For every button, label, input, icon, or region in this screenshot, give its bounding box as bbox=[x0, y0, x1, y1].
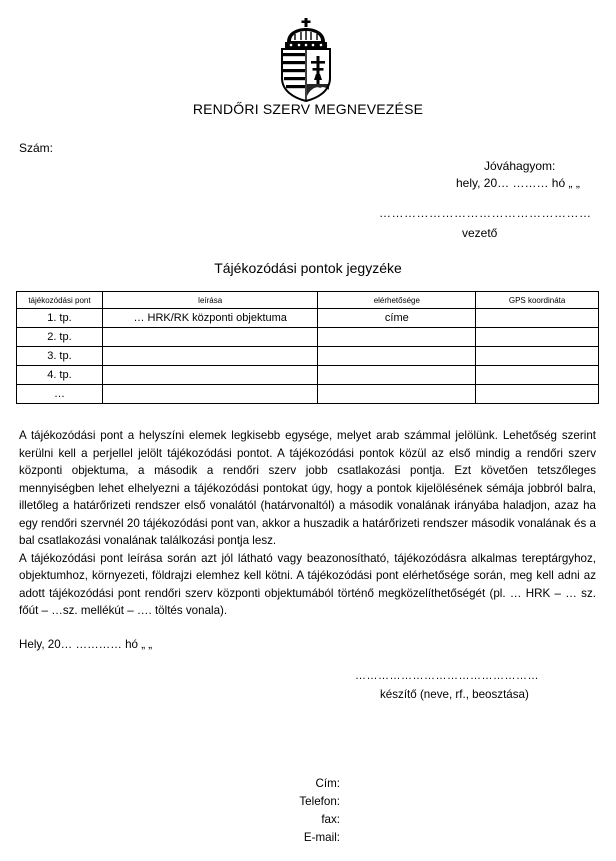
table-cell bbox=[476, 347, 599, 366]
table-cell bbox=[318, 366, 476, 385]
approval-label: Jóváhagyom: bbox=[484, 159, 556, 173]
table-cell: 2. tp. bbox=[17, 328, 103, 347]
approval-signature-line: …………………………………………… bbox=[379, 206, 592, 220]
table-cell: 3. tp. bbox=[17, 347, 103, 366]
coat-of-arms-crest bbox=[277, 18, 335, 102]
table-cell: 4. tp. bbox=[17, 366, 103, 385]
table-cell bbox=[318, 347, 476, 366]
number-label: Szám: bbox=[19, 141, 54, 155]
orientation-points-table bbox=[16, 291, 599, 404]
table-cell bbox=[318, 328, 476, 347]
table-cell: 1. tp. bbox=[17, 309, 103, 328]
table-row bbox=[17, 347, 599, 366]
table-row bbox=[17, 309, 599, 328]
table-row bbox=[17, 366, 599, 385]
column-header-description: leírása bbox=[102, 292, 318, 309]
contact-address-label: Cím: bbox=[315, 777, 340, 790]
table-row bbox=[17, 328, 599, 347]
table-cell bbox=[102, 366, 318, 385]
contact-phone-label: Telefon: bbox=[299, 795, 340, 808]
contact-email-label: E-mail: bbox=[303, 831, 340, 844]
table-cell bbox=[102, 347, 318, 366]
table-cell bbox=[476, 328, 599, 347]
document-title: Tájékozódási pontok jegyzéke bbox=[214, 260, 402, 276]
column-header-access: elérhetősége bbox=[318, 292, 476, 309]
table-cell bbox=[318, 385, 476, 404]
organization-name: RENDŐRI SZERV MEGNEVEZÉSE bbox=[192, 101, 424, 117]
body-text bbox=[19, 427, 596, 620]
table-cell bbox=[476, 366, 599, 385]
body-paragraph-1: A tájékozódási pont a helyszíni elemek legkisebb egysége, melyet arab számmal jelölünk. Lehetőség szerint kerülni kell a perjellel jelölt tájékozódási pontot. A tájékozódási pontok közül az első mindig a rendőri szerv központi objektuma, a második a rendőri szerv jobb csatlakozási pontja. Ezt követően tetszőleges mennyiségben lehet elhelyezni a tájékozódási pontokat úgy, hogy a pontok kijelölésének sémája jobbról balra, illetőleg a határőrizeti rendszer első vonalától (határvonaltól) a második vonalának irányába haladjon, azaz ha egy rendőri szervnél 20 tájékozódási pont van, akkor a huszadik a határőrizeti rendszer második vonalának és a bal csatlakozási vonalának találkozási pontja lesz. bbox=[19, 429, 596, 547]
contact-block bbox=[260, 775, 340, 847]
table-cell bbox=[476, 309, 599, 328]
table-cell bbox=[476, 385, 599, 404]
table-cell bbox=[102, 328, 318, 347]
footer-place-date: Hely, 20… ………… hó „ „ bbox=[19, 638, 153, 651]
table-row bbox=[17, 385, 599, 404]
preparer-label: készítő (neve, rf., beosztása) bbox=[380, 688, 529, 701]
approver-role: vezető bbox=[462, 226, 498, 240]
table-cell: … HRK/RK központi objektuma bbox=[102, 309, 318, 328]
column-header-gps: GPS koordináta bbox=[476, 292, 599, 309]
table-cell: … bbox=[17, 385, 103, 404]
column-header-point: tájékozódási pont bbox=[17, 292, 103, 309]
body-paragraph-2: A tájékozódási pont leírása során azt jól látható vagy beazonosítható, tájékozódásra alkalmas tereptárgyhoz, objektumhoz, környezeti, földrajzi elemhez kell kötni. A tájékozódási pont elérhetősége során, meg kell adni az adott tájékozódási pont rendőri szerv központi objektumából történő megközelíthetőségét (pl. … HRK – … sz. főút – …sz. mellékút – …. töltés vonala). bbox=[19, 551, 596, 617]
table-header-row bbox=[17, 292, 599, 309]
approval-place-date: hely, 20… ……… hó „ „ bbox=[456, 176, 580, 190]
preparer-signature-line: ………………………………………… bbox=[355, 670, 539, 682]
table-cell: címe bbox=[318, 309, 476, 328]
contact-fax-label: fax: bbox=[321, 813, 340, 826]
table-cell bbox=[102, 385, 318, 404]
